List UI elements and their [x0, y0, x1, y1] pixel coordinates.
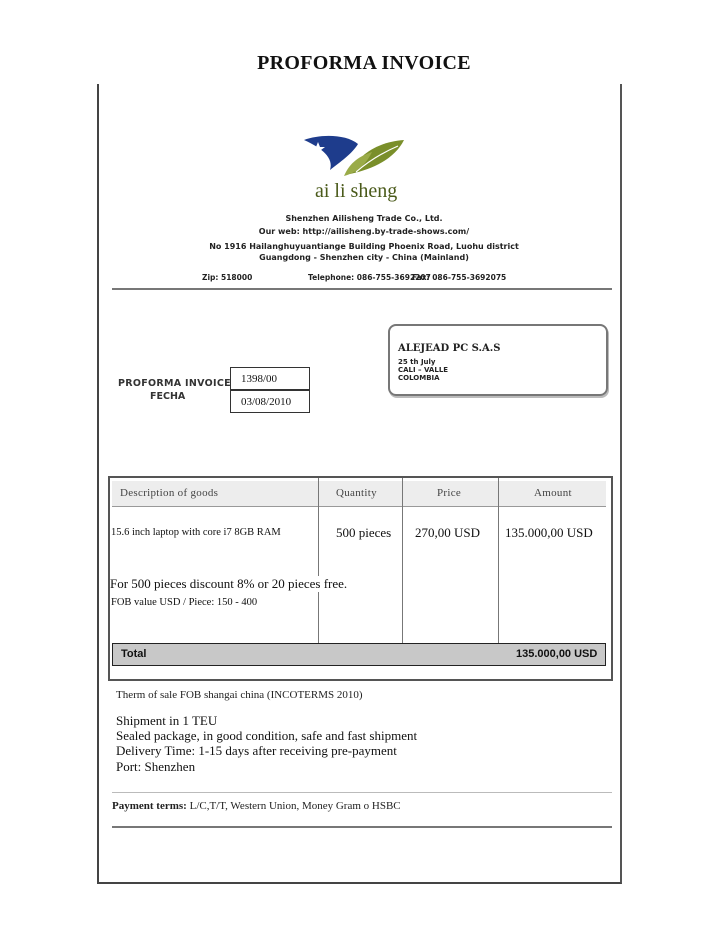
company-logo	[300, 132, 410, 187]
header-amount: Amount	[534, 487, 572, 499]
buyer-name: ALEJEAD PC S.A.S	[398, 343, 501, 354]
page-title: PROFORMA INVOICE	[257, 52, 471, 74]
payment-terms-value: L/C,T/T, Western Union, Money Gram o HSBC	[189, 800, 401, 812]
total-value: 135.000,00 USD	[516, 648, 598, 660]
row-quantity: 500 pieces	[336, 525, 392, 540]
terms-divider	[112, 792, 612, 793]
total-label: Total	[121, 648, 147, 660]
total-row	[112, 643, 606, 666]
company-brand: ai li sheng	[315, 180, 398, 202]
fob-note: FOB value USD / Piece: 150 - 400	[111, 597, 263, 608]
header-price: Price	[437, 487, 462, 499]
company-address-1: No 1916 Hailanghuyuantiange Building Phoenix Road, Luohu district	[209, 242, 519, 251]
company-web: Our web: http://ailisheng.by-trade-shows.com/	[258, 227, 470, 236]
buyer-line-2: CALI – VALLE	[398, 366, 449, 374]
company-zip: Zip: 518000	[202, 273, 253, 282]
header-description: Description of goods	[120, 487, 219, 499]
invoice-date: 03/08/2010	[230, 390, 310, 413]
company-name: Shenzhen Ailisheng Trade Co., Ltd.	[285, 214, 443, 223]
buyer-line-3: COLOMBIA	[398, 374, 440, 382]
payment-terms-label: Payment terms:	[112, 800, 187, 812]
header-quantity: Quantity	[336, 487, 377, 499]
invoice-date-label: FECHA	[150, 391, 186, 402]
column-divider-2	[402, 478, 403, 643]
row-price: 270,00 USD	[415, 525, 481, 540]
column-divider-1	[318, 478, 319, 643]
row-amount: 135.000,00 USD	[505, 525, 593, 540]
invoice-number: 1398/00	[230, 367, 310, 390]
footer-divider	[112, 826, 612, 828]
invoice-label: PROFORMA INVOICE	[118, 378, 231, 389]
header-divider	[112, 288, 612, 290]
discount-note: For 500 pieces discount 8% or 20 pieces free.	[110, 576, 353, 592]
buyer-line-1: 25 th July	[398, 358, 436, 366]
row-description: 15.6 inch laptop with core i7 8GB RAM	[111, 527, 281, 538]
package-line: Sealed package, in good condition, safe and fast shipment	[116, 728, 418, 743]
shipment-line: Shipment in 1 TEU	[116, 713, 218, 728]
column-divider-3	[498, 478, 499, 643]
payment-terms	[112, 800, 401, 812]
therm-of-sale: Therm of sale FOB shangai china (INCOTERMS 2010)	[116, 689, 363, 701]
company-telephone: Telephone: 086-755-3692207	[308, 273, 431, 282]
company-fax: Fax: 086-755-3692075	[412, 273, 507, 282]
delivery-line: Delivery Time: 1-15 days after receiving pre-payment	[116, 743, 397, 758]
port-line: Port: Shenzhen	[116, 759, 196, 774]
company-address-2: Guangdong - Shenzhen city - China (Mainland)	[259, 253, 469, 262]
